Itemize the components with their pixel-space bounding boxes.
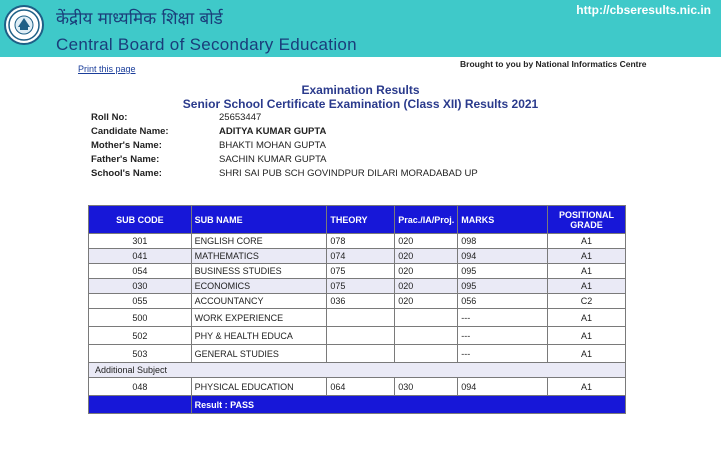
sub-code: 041 <box>89 249 192 264</box>
grade: A1 <box>548 327 626 345</box>
grade: A1 <box>548 234 626 249</box>
exam-results-title: Examination Results <box>301 83 420 97</box>
table-row <box>89 234 626 249</box>
sub-code: 503 <box>89 345 192 363</box>
grade: C2 <box>548 294 626 309</box>
header-sub-name: SUB NAME <box>191 206 327 234</box>
result-row <box>89 396 626 414</box>
exam-name-title: Senior School Certificate Examination (Class XII) Results 2021 <box>182 97 539 111</box>
header-hindi-title: केंद्रीय माध्यमिक शिक्षा बोर्ड <box>56 9 223 29</box>
roll-value: 25653447 <box>219 112 262 123</box>
header-english-title: Central Board of Secondary Education <box>56 35 357 54</box>
cbse-emblem-icon <box>4 5 44 45</box>
result-text: Result : PASS <box>191 396 625 414</box>
sub-name: ACCOUNTANCY <box>191 294 327 309</box>
grade: A1 <box>548 378 626 396</box>
grade: A1 <box>548 345 626 363</box>
school-name-label: School's Name: <box>91 168 162 179</box>
header-theory: THEORY <box>327 206 395 234</box>
sub-name: WORK EXPERIENCE <box>191 309 327 327</box>
prac: 020 <box>395 279 458 294</box>
header-grade-line1: POSITIONAL <box>559 209 615 220</box>
sub-name: PHY & HEALTH EDUCA <box>191 327 327 345</box>
table-row <box>89 345 626 363</box>
additional-subject-label: Additional Subject <box>89 363 626 378</box>
table-row <box>89 327 626 345</box>
marks: --- <box>458 327 548 345</box>
prac: 020 <box>395 234 458 249</box>
prac <box>395 327 458 345</box>
theory: 075 <box>327 264 395 279</box>
brought-by-text: Brought to you by National Informatics Centre <box>460 59 647 69</box>
marks-table-header <box>89 206 626 234</box>
sub-name: GENERAL STUDIES <box>191 345 327 363</box>
table-row <box>89 309 626 327</box>
site-url: http://cbseresults.nic.in <box>576 3 711 17</box>
sub-code: 048 <box>89 378 192 396</box>
header-sub-code: SUB CODE <box>89 206 192 234</box>
grade: A1 <box>548 279 626 294</box>
site-header <box>0 0 721 57</box>
sub-code: 500 <box>89 309 192 327</box>
table-row <box>89 264 626 279</box>
header-marks: MARKS <box>458 206 548 234</box>
marks: 056 <box>458 294 548 309</box>
grade: A1 <box>548 249 626 264</box>
sub-name: PHYSICAL EDUCATION <box>191 378 327 396</box>
theory <box>327 327 395 345</box>
table-row <box>89 279 626 294</box>
prac <box>395 345 458 363</box>
prac: 020 <box>395 249 458 264</box>
theory <box>327 309 395 327</box>
sub-code: 055 <box>89 294 192 309</box>
table-row <box>89 378 626 396</box>
sub-name: BUSINESS STUDIES <box>191 264 327 279</box>
additional-subject-row <box>89 363 626 378</box>
marks: --- <box>458 345 548 363</box>
theory: 074 <box>327 249 395 264</box>
theory: 075 <box>327 279 395 294</box>
result-spacer <box>89 396 192 414</box>
prac <box>395 309 458 327</box>
candidate-name-label: Candidate Name: <box>91 126 169 137</box>
marks: 094 <box>458 249 548 264</box>
marks: --- <box>458 309 548 327</box>
table-row <box>89 249 626 264</box>
father-name-label: Father's Name: <box>91 154 160 165</box>
marks: 095 <box>458 279 548 294</box>
table-row <box>89 294 626 309</box>
theory <box>327 345 395 363</box>
theory: 036 <box>327 294 395 309</box>
sub-name: ECONOMICS <box>191 279 327 294</box>
header-prac: Prac./IA/Proj. <box>395 206 458 234</box>
mother-name-label: Mother's Name: <box>91 140 162 151</box>
marks: 098 <box>458 234 548 249</box>
grade: A1 <box>548 264 626 279</box>
sub-code: 502 <box>89 327 192 345</box>
sub-code: 054 <box>89 264 192 279</box>
print-page-link[interactable]: Print this page <box>78 64 136 74</box>
header-positional-grade <box>548 206 626 234</box>
school-name-value: SHRI SAI PUB SCH GOVINDPUR DILARI MORADABAD UP <box>219 168 478 179</box>
prac: 020 <box>395 294 458 309</box>
father-name-value: SACHIN KUMAR GUPTA <box>219 154 327 165</box>
sub-name: MATHEMATICS <box>191 249 327 264</box>
roll-label: Roll No: <box>91 112 128 123</box>
marks: 094 <box>458 378 548 396</box>
theory: 078 <box>327 234 395 249</box>
prac: 020 <box>395 264 458 279</box>
sub-name: ENGLISH CORE <box>191 234 327 249</box>
sub-code: 301 <box>89 234 192 249</box>
marks: 095 <box>458 264 548 279</box>
sub-code: 030 <box>89 279 192 294</box>
grade: A1 <box>548 309 626 327</box>
prac: 030 <box>395 378 458 396</box>
header-grade-line2: GRADE <box>570 219 603 230</box>
mother-name-value: BHAKTI MOHAN GUPTA <box>219 140 326 151</box>
marks-table <box>88 205 626 414</box>
theory: 064 <box>327 378 395 396</box>
candidate-name-value: ADITYA KUMAR GUPTA <box>219 126 327 137</box>
